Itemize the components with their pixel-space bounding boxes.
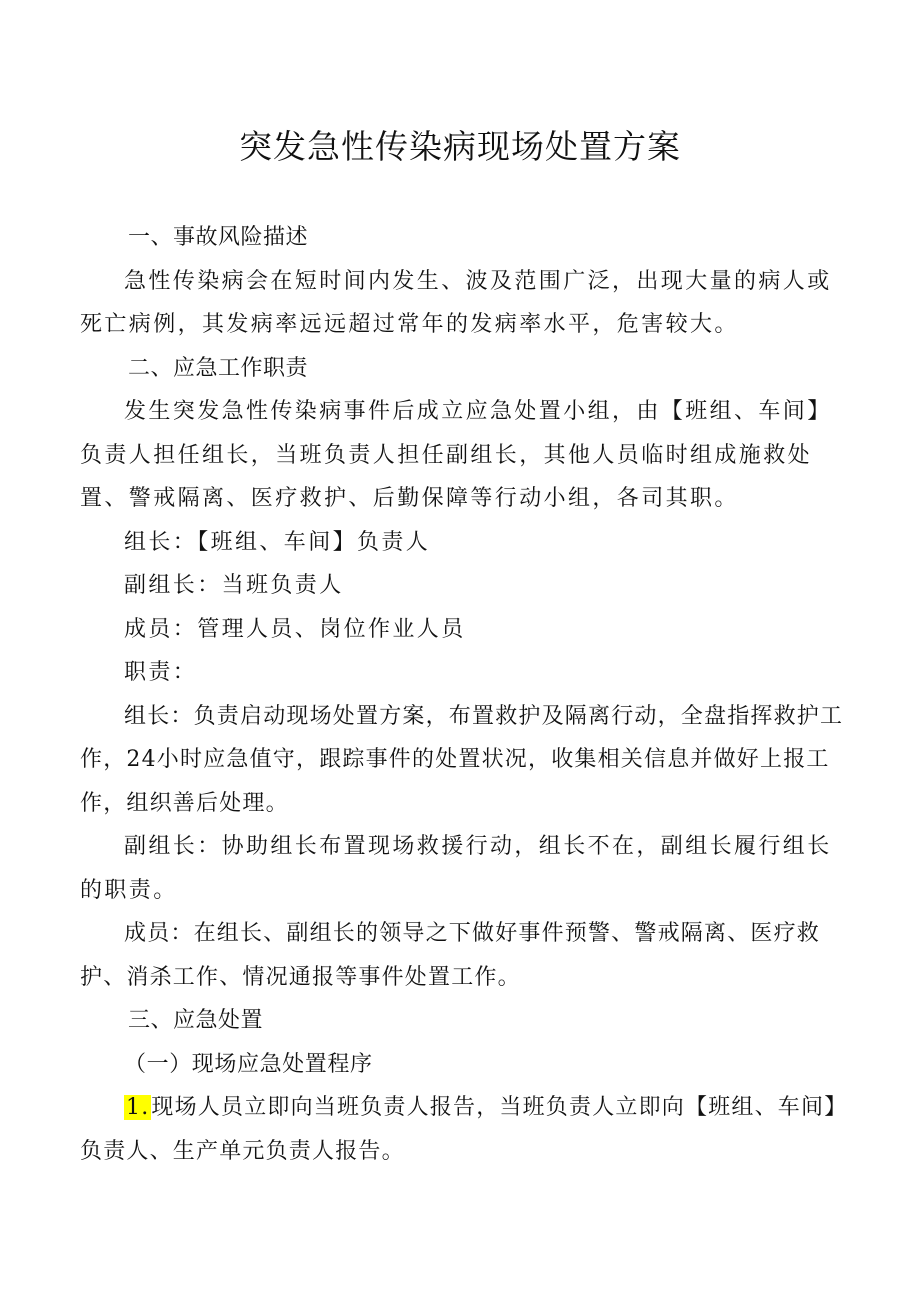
section-heading-risk: 一、事故风险描述: [128, 225, 309, 250]
duties-intro-paragraph: 发生突发急性传染病事件后成立应急处置小组，由【班组、车间】负责人担任组长，当班负责人担任副组长，其他人员临时组成施救处置、警戒隔离、医疗救护、后勤保障等行动小组，各司其职。: [80, 399, 832, 511]
response-procedure-subheading: （一）现场应急处置程序: [124, 1051, 373, 1077]
document-body: [80, 216, 850, 1173]
section-heading-response: 三、应急处置: [128, 1008, 264, 1033]
procedure-item-1: [80, 1086, 850, 1173]
deputy-leader-line: 副组长：当班负责人: [124, 573, 344, 598]
member-duties-paragraph: 成员：在组长、副组长的领导之下做好事件预警、警戒隔离、医疗救护、消杀工作、情况通报等事件处置工作。: [80, 921, 821, 990]
procedure-item-1-text: 现场人员立即向当班负责人报告，当班负责人立即向【班组、车间】负责人、生产单元负责人报告。: [80, 1095, 848, 1164]
item-number-highlight: 1.: [126, 1095, 150, 1120]
risk-description-paragraph: 急性传染病会在短时间内发生、波及范围广泛，出现大量的病人或死亡病例，其发病率远远超过常年的发病率水平，危害较大。: [80, 268, 832, 337]
deputy-duties-paragraph: 副组长：协助组长布置现场救援行动，组长不在，副组长履行组长的职责。: [80, 834, 832, 903]
responsibilities-label: 职责：: [124, 660, 198, 685]
section-heading-duties: 二、应急工作职责: [128, 355, 309, 381]
leader-duties-paragraph: 组长：负责启动现场处置方案，布置救护及隔离行动，全盘指挥救护工作，24小时应急值守，跟踪事件的处置状况，收集相关信息并做好上报工作，组织善后处理。: [80, 703, 844, 816]
document-title: 突发急性传染病现场处置方案: [239, 127, 681, 166]
members-line: 成员：管理人员、岗位作业人员: [124, 616, 466, 642]
leader-line: 组长：【班组、车间】负责人: [124, 529, 431, 555]
